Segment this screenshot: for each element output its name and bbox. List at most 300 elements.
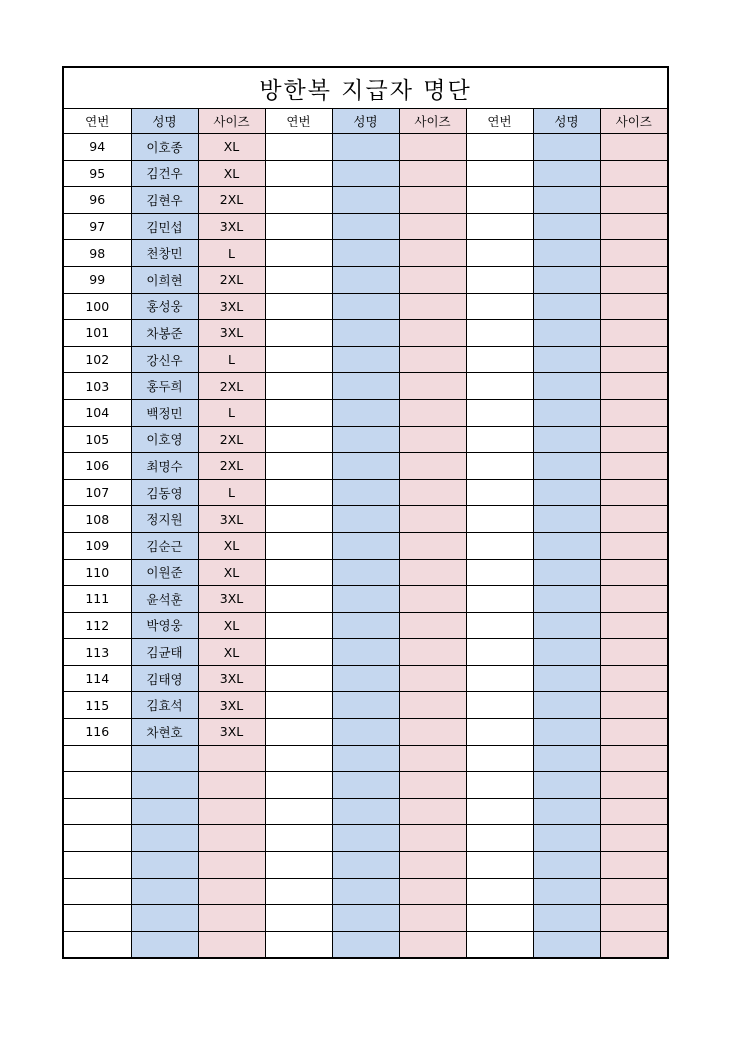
empty-name-cell [332, 586, 399, 613]
empty-number-cell [265, 399, 332, 426]
size-cell: L [198, 346, 265, 373]
number-cell: 113 [64, 639, 131, 666]
empty-name-cell [533, 719, 600, 746]
empty-size-cell [399, 852, 466, 879]
roster-sheet [62, 66, 669, 959]
table-row [64, 905, 667, 932]
empty-number-cell [265, 825, 332, 852]
empty-name-cell [332, 719, 399, 746]
empty-number-cell [466, 399, 533, 426]
empty-number-cell [466, 373, 533, 400]
empty-number-cell [466, 134, 533, 161]
empty-size-cell [399, 426, 466, 453]
empty-name-cell [533, 426, 600, 453]
size-cell: 3XL [198, 719, 265, 746]
table-row [64, 825, 667, 852]
size-cell: 3XL [198, 213, 265, 240]
empty-size-cell [600, 719, 667, 746]
roster-table [64, 109, 667, 957]
empty-size-cell [600, 266, 667, 293]
name-cell: 김현우 [131, 187, 198, 214]
empty-name-cell [332, 772, 399, 799]
name-cell: 윤석훈 [131, 586, 198, 613]
empty-name-cell [533, 346, 600, 373]
table-row [64, 798, 667, 825]
empty-size-cell [600, 612, 667, 639]
empty-number-cell [466, 320, 533, 347]
name-cell: 이원준 [131, 559, 198, 586]
empty-name-cell [533, 745, 600, 772]
empty-number-cell [466, 187, 533, 214]
empty-name-cell [533, 798, 600, 825]
table-row [64, 213, 667, 240]
empty-number-cell [265, 320, 332, 347]
empty-size-cell [399, 719, 466, 746]
name-cell: 이호영 [131, 426, 198, 453]
empty-number-cell [265, 479, 332, 506]
name-cell [131, 745, 198, 772]
table-row [64, 878, 667, 905]
empty-size-cell [600, 745, 667, 772]
empty-name-cell [533, 692, 600, 719]
empty-name-cell [533, 612, 600, 639]
name-cell: 정지원 [131, 506, 198, 533]
empty-number-cell [466, 639, 533, 666]
empty-size-cell [399, 399, 466, 426]
empty-size-cell [399, 772, 466, 799]
empty-name-cell [332, 878, 399, 905]
empty-number-cell [265, 612, 332, 639]
name-cell: 차현호 [131, 719, 198, 746]
size-cell: XL [198, 532, 265, 559]
size-cell [198, 745, 265, 772]
size-cell: 3XL [198, 586, 265, 613]
empty-number-cell [466, 665, 533, 692]
empty-name-cell [332, 506, 399, 533]
empty-number-cell [466, 798, 533, 825]
empty-number-cell [466, 878, 533, 905]
table-row [64, 160, 667, 187]
empty-name-cell [332, 320, 399, 347]
size-cell: 2XL [198, 426, 265, 453]
empty-name-cell [332, 825, 399, 852]
size-cell: 2XL [198, 266, 265, 293]
empty-name-cell [533, 213, 600, 240]
name-cell [131, 852, 198, 879]
number-cell: 94 [64, 134, 131, 161]
number-cell: 95 [64, 160, 131, 187]
empty-size-cell [600, 639, 667, 666]
number-cell: 100 [64, 293, 131, 320]
empty-number-cell [265, 134, 332, 161]
empty-size-cell [600, 692, 667, 719]
table-row [64, 532, 667, 559]
table-row [64, 479, 667, 506]
number-cell: 98 [64, 240, 131, 267]
table-row [64, 293, 667, 320]
empty-name-cell [533, 373, 600, 400]
empty-number-cell [265, 266, 332, 293]
size-cell [198, 878, 265, 905]
table-row [64, 266, 667, 293]
empty-number-cell [265, 426, 332, 453]
size-cell: 3XL [198, 293, 265, 320]
number-cell [64, 931, 131, 957]
table-row [64, 134, 667, 161]
empty-number-cell [265, 559, 332, 586]
empty-name-cell [533, 586, 600, 613]
name-cell [131, 772, 198, 799]
number-cell: 102 [64, 346, 131, 373]
empty-number-cell [466, 559, 533, 586]
empty-number-cell [265, 772, 332, 799]
name-cell: 김균태 [131, 639, 198, 666]
size-cell [198, 852, 265, 879]
name-cell: 김순근 [131, 532, 198, 559]
name-cell: 천창민 [131, 240, 198, 267]
empty-size-cell [399, 134, 466, 161]
table-row [64, 506, 667, 533]
name-cell [131, 878, 198, 905]
size-cell: 2XL [198, 187, 265, 214]
table-row [64, 745, 667, 772]
number-cell: 114 [64, 665, 131, 692]
empty-name-cell [332, 479, 399, 506]
empty-number-cell [466, 506, 533, 533]
empty-size-cell [399, 293, 466, 320]
number-cell: 110 [64, 559, 131, 586]
table-row [64, 852, 667, 879]
empty-size-cell [399, 905, 466, 932]
empty-size-cell [600, 240, 667, 267]
empty-size-cell [600, 532, 667, 559]
empty-name-cell [533, 772, 600, 799]
name-cell: 김건우 [131, 160, 198, 187]
empty-size-cell [600, 453, 667, 480]
size-cell: 3XL [198, 320, 265, 347]
size-cell [198, 798, 265, 825]
empty-number-cell [466, 745, 533, 772]
empty-number-cell [265, 187, 332, 214]
table-row [64, 399, 667, 426]
empty-name-cell [533, 453, 600, 480]
empty-name-cell [332, 187, 399, 214]
number-cell: 115 [64, 692, 131, 719]
empty-number-cell [265, 905, 332, 932]
empty-name-cell [332, 160, 399, 187]
empty-size-cell [399, 320, 466, 347]
empty-size-cell [399, 692, 466, 719]
number-cell: 96 [64, 187, 131, 214]
number-cell [64, 772, 131, 799]
empty-size-cell [600, 426, 667, 453]
empty-number-cell [265, 346, 332, 373]
empty-size-cell [600, 213, 667, 240]
size-cell [198, 825, 265, 852]
empty-name-cell [533, 240, 600, 267]
empty-name-cell [533, 266, 600, 293]
empty-number-cell [265, 639, 332, 666]
name-cell: 김민섭 [131, 213, 198, 240]
empty-name-cell [332, 213, 399, 240]
empty-size-cell [600, 160, 667, 187]
empty-number-cell [265, 745, 332, 772]
number-cell: 109 [64, 532, 131, 559]
size-cell: 2XL [198, 373, 265, 400]
empty-size-cell [600, 320, 667, 347]
name-cell: 이호종 [131, 134, 198, 161]
name-cell: 박영웅 [131, 612, 198, 639]
table-row [64, 559, 667, 586]
empty-size-cell [399, 586, 466, 613]
header-name-2: 성명 [332, 109, 399, 134]
empty-name-cell [533, 134, 600, 161]
table-row [64, 719, 667, 746]
empty-size-cell [399, 160, 466, 187]
header-row [64, 109, 667, 134]
empty-size-cell [600, 931, 667, 957]
empty-name-cell [533, 931, 600, 957]
empty-number-cell [466, 719, 533, 746]
table-row [64, 665, 667, 692]
empty-number-cell [466, 479, 533, 506]
table-row [64, 346, 667, 373]
name-cell [131, 798, 198, 825]
table-row [64, 639, 667, 666]
number-cell: 104 [64, 399, 131, 426]
number-cell: 97 [64, 213, 131, 240]
empty-size-cell [399, 559, 466, 586]
empty-size-cell [600, 852, 667, 879]
empty-number-cell [265, 532, 332, 559]
empty-size-cell [399, 931, 466, 957]
header-size-2: 사이즈 [399, 109, 466, 134]
empty-number-cell [466, 293, 533, 320]
empty-name-cell [533, 506, 600, 533]
empty-number-cell [466, 905, 533, 932]
empty-name-cell [332, 399, 399, 426]
empty-number-cell [466, 612, 533, 639]
empty-number-cell [265, 586, 332, 613]
table-row [64, 772, 667, 799]
empty-name-cell [332, 426, 399, 453]
number-cell: 116 [64, 719, 131, 746]
empty-size-cell [600, 772, 667, 799]
empty-name-cell [332, 639, 399, 666]
empty-number-cell [466, 240, 533, 267]
empty-size-cell [399, 798, 466, 825]
number-cell [64, 878, 131, 905]
empty-number-cell [466, 852, 533, 879]
empty-size-cell [600, 878, 667, 905]
empty-number-cell [466, 346, 533, 373]
roster-body [64, 134, 667, 958]
number-cell: 103 [64, 373, 131, 400]
header-size-3: 사이즈 [600, 109, 667, 134]
header-number-1: 연번 [64, 109, 131, 134]
name-cell: 강신우 [131, 346, 198, 373]
empty-number-cell [265, 453, 332, 480]
empty-name-cell [332, 931, 399, 957]
empty-name-cell [533, 665, 600, 692]
table-row [64, 320, 667, 347]
empty-number-cell [265, 719, 332, 746]
number-cell: 106 [64, 453, 131, 480]
empty-number-cell [466, 931, 533, 957]
empty-number-cell [466, 772, 533, 799]
empty-name-cell [332, 665, 399, 692]
number-cell: 111 [64, 586, 131, 613]
empty-size-cell [600, 825, 667, 852]
name-cell: 백정민 [131, 399, 198, 426]
empty-number-cell [466, 586, 533, 613]
table-row [64, 931, 667, 957]
empty-number-cell [265, 665, 332, 692]
empty-name-cell [533, 160, 600, 187]
size-cell: 3XL [198, 665, 265, 692]
name-cell [131, 905, 198, 932]
name-cell: 홍성웅 [131, 293, 198, 320]
empty-size-cell [399, 240, 466, 267]
empty-name-cell [533, 905, 600, 932]
empty-name-cell [332, 692, 399, 719]
empty-number-cell [466, 692, 533, 719]
number-cell [64, 905, 131, 932]
empty-name-cell [533, 187, 600, 214]
empty-size-cell [600, 373, 667, 400]
empty-number-cell [265, 160, 332, 187]
size-cell: 3XL [198, 506, 265, 533]
header-number-2: 연번 [265, 109, 332, 134]
name-cell: 이희현 [131, 266, 198, 293]
empty-size-cell [600, 506, 667, 533]
number-cell: 108 [64, 506, 131, 533]
size-cell [198, 905, 265, 932]
size-cell: XL [198, 134, 265, 161]
empty-size-cell [399, 745, 466, 772]
empty-size-cell [600, 399, 667, 426]
table-row [64, 612, 667, 639]
size-cell [198, 772, 265, 799]
number-cell: 107 [64, 479, 131, 506]
empty-number-cell [466, 426, 533, 453]
empty-number-cell [466, 213, 533, 240]
table-row [64, 240, 667, 267]
empty-size-cell [600, 187, 667, 214]
empty-name-cell [332, 532, 399, 559]
name-cell: 김태영 [131, 665, 198, 692]
empty-size-cell [600, 134, 667, 161]
empty-size-cell [399, 506, 466, 533]
empty-name-cell [332, 745, 399, 772]
empty-name-cell [332, 559, 399, 586]
name-cell: 최명수 [131, 453, 198, 480]
empty-name-cell [332, 373, 399, 400]
table-row [64, 373, 667, 400]
empty-name-cell [332, 612, 399, 639]
size-cell [198, 931, 265, 957]
table-row [64, 426, 667, 453]
header-number-3: 연번 [466, 109, 533, 134]
empty-name-cell [533, 399, 600, 426]
empty-number-cell [466, 266, 533, 293]
header-name-3: 성명 [533, 109, 600, 134]
empty-number-cell [466, 160, 533, 187]
number-cell [64, 825, 131, 852]
empty-name-cell [533, 878, 600, 905]
empty-size-cell [399, 878, 466, 905]
name-cell: 김동영 [131, 479, 198, 506]
empty-size-cell [600, 798, 667, 825]
empty-size-cell [600, 479, 667, 506]
empty-size-cell [399, 346, 466, 373]
size-cell: L [198, 399, 265, 426]
number-cell [64, 798, 131, 825]
empty-size-cell [399, 639, 466, 666]
empty-size-cell [600, 905, 667, 932]
empty-name-cell [533, 479, 600, 506]
empty-name-cell [533, 320, 600, 347]
empty-size-cell [600, 665, 667, 692]
empty-size-cell [600, 586, 667, 613]
name-cell: 홍두희 [131, 373, 198, 400]
empty-number-cell [265, 878, 332, 905]
empty-name-cell [533, 825, 600, 852]
number-cell: 101 [64, 320, 131, 347]
empty-number-cell [265, 373, 332, 400]
empty-name-cell [533, 293, 600, 320]
number-cell [64, 745, 131, 772]
empty-size-cell [399, 665, 466, 692]
empty-size-cell [399, 266, 466, 293]
empty-number-cell [265, 852, 332, 879]
empty-number-cell [466, 532, 533, 559]
header-name-1: 성명 [131, 109, 198, 134]
empty-name-cell [332, 346, 399, 373]
table-row [64, 453, 667, 480]
table-row [64, 187, 667, 214]
empty-name-cell [533, 639, 600, 666]
size-cell: 3XL [198, 692, 265, 719]
empty-size-cell [399, 213, 466, 240]
empty-number-cell [265, 240, 332, 267]
size-cell: XL [198, 559, 265, 586]
empty-size-cell [600, 293, 667, 320]
empty-name-cell [332, 293, 399, 320]
empty-number-cell [265, 506, 332, 533]
table-row [64, 586, 667, 613]
header-size-1: 사이즈 [198, 109, 265, 134]
size-cell: XL [198, 612, 265, 639]
name-cell: 차봉준 [131, 320, 198, 347]
empty-name-cell [533, 532, 600, 559]
empty-size-cell [600, 346, 667, 373]
size-cell: XL [198, 160, 265, 187]
name-cell [131, 931, 198, 957]
empty-name-cell [332, 453, 399, 480]
empty-number-cell [466, 453, 533, 480]
empty-number-cell [466, 825, 533, 852]
size-cell: XL [198, 639, 265, 666]
empty-name-cell [332, 266, 399, 293]
empty-name-cell [332, 852, 399, 879]
empty-name-cell [332, 905, 399, 932]
empty-size-cell [399, 187, 466, 214]
empty-number-cell [265, 931, 332, 957]
size-cell: L [198, 479, 265, 506]
name-cell [131, 825, 198, 852]
empty-name-cell [533, 559, 600, 586]
